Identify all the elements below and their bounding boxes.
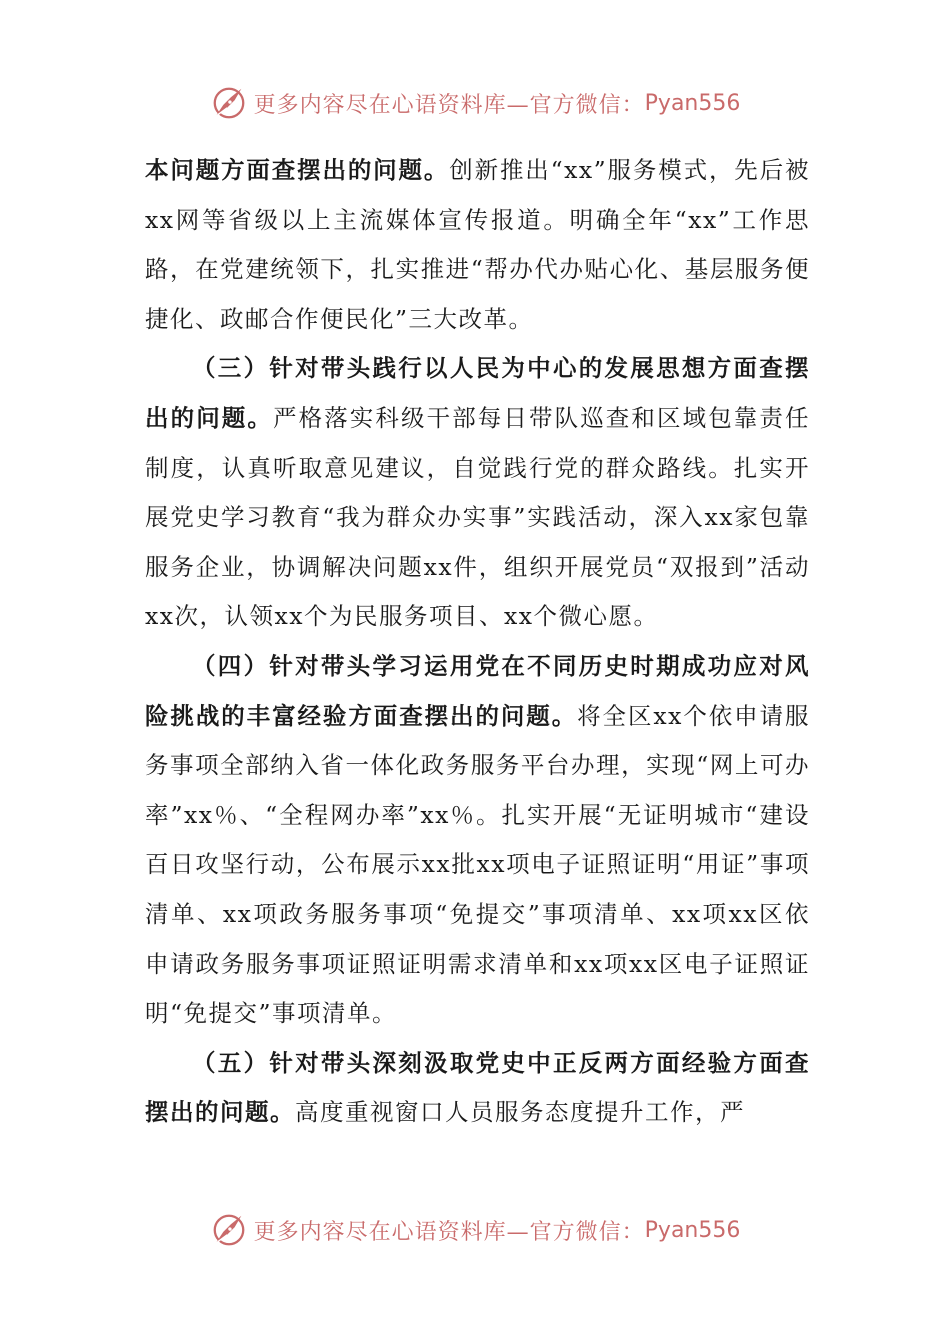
paragraph-2 [145,344,810,642]
paragraph-body: 将全区xx个依申请服务事项全部纳入省一体化政务服务平台办理，实现“网上可办率”xx％、“全程网办率”xx％。扎实开展“无证明城市“建设百日攻坚行动，公布展示xx批xx项电子证照证明“用证”事项清单、xx项政务服务事项“免提交”事项清单、xx项xx区依申请政务服务事项证照证明需求清单和xx项xx区电子证照证明“免提交”事项清单。 [145,701,811,1028]
wechat-id: Pyan556 [644,1217,741,1243]
paragraph-3 [145,642,810,1039]
paragraph-heading: （五）针对带头深刻汲取党史中正反两方面经验方面查摆出的问题。 [145,1048,810,1127]
pen-nib-logo-icon [210,84,248,122]
paragraph-1 [145,146,810,344]
paragraph-heading: （四）针对带头学习运用党在不同历史时期成功应对风险挑战的丰富经验方面查摆出的问题。 [145,651,810,730]
document-body [145,146,810,1138]
pen-nib-logo-icon [210,1211,248,1249]
banner-text: 更多内容尽在心语资料库—官方微信： [253,92,645,118]
footer-banner [0,1205,950,1255]
paragraph-4 [145,1039,810,1138]
wechat-id: Pyan556 [644,90,741,116]
header-banner [0,78,950,128]
paragraph-body: 创新推出“xx”服务模式，先后被xx网等省级以上主流媒体宣传报道。明确全年“xx”工作思路，在党建统领下，扎实推进“帮办代办贴心化、基层服务便捷化、政邮合作便民化”三大改革。 [145,156,810,333]
paragraph-body: 高度重视窗口人员服务态度提升工作，严 [295,1098,745,1127]
banner-text: 更多内容尽在心语资料库—官方微信： [253,1219,645,1245]
paragraph-heading: （三）针对带头践行以人民为中心的发展思想方面查摆出的问题。 [145,354,810,432]
paragraph-heading: 本问题方面查摆出的问题。 [145,156,450,184]
paragraph-body: 严格落实科级干部每日带队巡查和区域包靠责任制度，认真听取意见建议，自觉践行党的群众路线。扎实开展党史学习教育“我为群众办实事”实践活动，深入xx家包靠服务企业，协调解决问题xx件，组织开展党员“双报到”活动xx次，认领xx个为民服务项目、xx个微心愿。 [145,403,810,631]
